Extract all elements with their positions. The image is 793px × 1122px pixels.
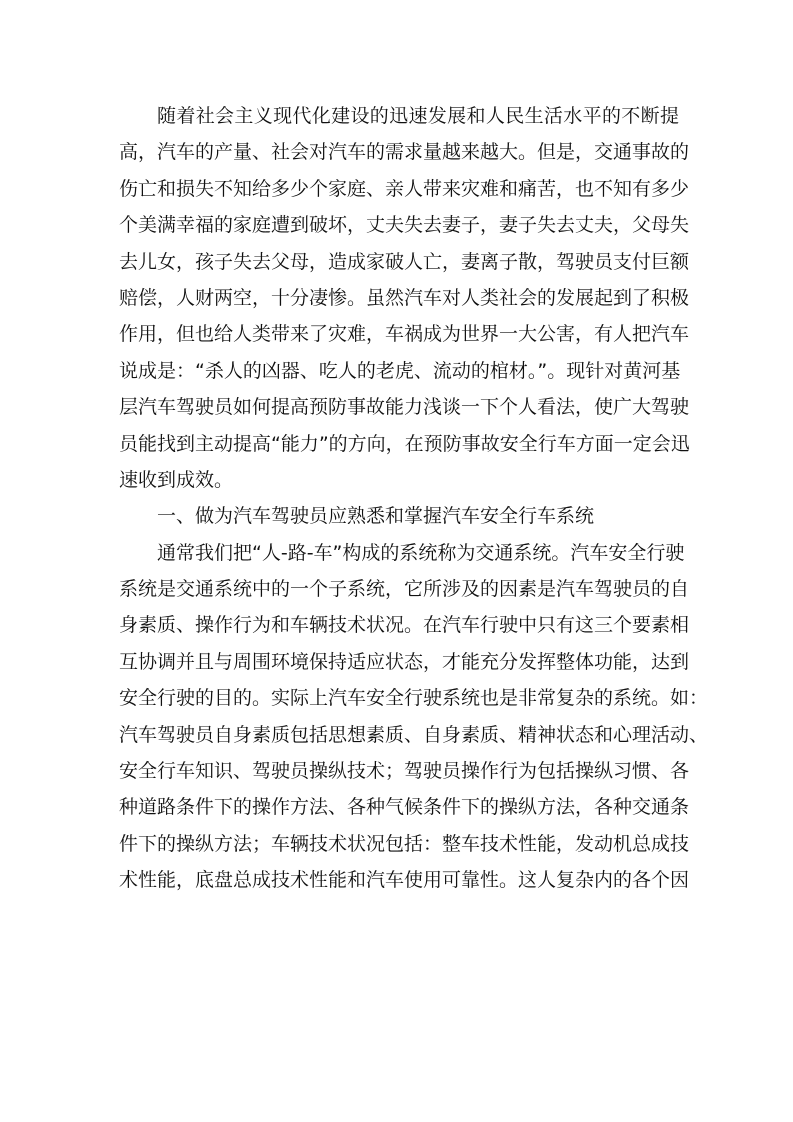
paragraph-2-line-8: 种道路条件下的操作方法、各种气候条件下的操纵方法，各种交通条 xyxy=(119,796,690,819)
paragraph-2-line-4: 互协调并且与周围环境保持适应状态，才能充分发挥整体功能，达到 xyxy=(119,650,690,673)
paragraph-2-line-10: 术性能，底盘总成技术性能和汽车使用可靠性。这人复杂内的各个因 xyxy=(119,869,690,892)
paragraph-2-line-6: 汽车驾驶员自身素质包括思想素质、自身素质、精神状态和心理活动、 xyxy=(119,723,709,746)
paragraph-2-line-7: 安全行车知识、驾驶员操纵技术；驾驶员操作行为包括操纵习惯、各 xyxy=(119,760,690,783)
body-text xyxy=(119,98,709,899)
paragraph-2-line-2: 系统是交通系统中的一个子系统，它所涉及的因素是汽车驾驶员的自 xyxy=(119,578,690,601)
paragraph-1-line-1: 随着社会主义现代化建设的迅速发展和人民生活水平的不断提 xyxy=(157,105,679,127)
paragraph-1-line-11: 速收到成效。 xyxy=(119,468,234,491)
paragraph-1-line-9: 层汽车驾驶员如何提高预防事故能力浅谈一下个人看法，使广大驾驶 xyxy=(119,396,690,419)
section-heading: 一、做为汽车驾驶员应熟悉和掌握汽车安全行车系统 xyxy=(157,505,595,528)
paragraph-1-line-10: 员能找到主动提高“能力”的方向，在预防事故安全行车方面一定会迅 xyxy=(119,432,690,455)
paragraph-1-line-5: 去儿女，孩子失去父母，造成家破人亡，妻离子散，驾驶员支付巨额 xyxy=(119,250,690,273)
paragraph-2-line-1: 通常我们把“人-路-车”构成的系统称为交通系统。汽车安全行驶 xyxy=(157,541,685,564)
paragraph-1-line-3: 伤亡和损失不知给多少个家庭、亲人带来灾难和痛苦，也不知有多少 xyxy=(119,177,690,200)
paragraph-2-line-9: 件下的操纵方法；车辆技术状况包括：整车技术性能，发动机总成技 xyxy=(119,832,690,855)
paragraph-2-line-3: 身素质、操作行为和车辆技术状况。在汽车行驶中只有这三个要素相 xyxy=(119,614,690,637)
paragraph-1-line-4: 个美满幸福的家庭遭到破坏，丈夫失去妻子，妻子失去丈夫，父母失 xyxy=(119,214,690,237)
paragraph-1-line-7: 作用，但也给人类带来了灾难，车祸成为世界一大公害，有人把汽车 xyxy=(119,323,690,346)
paragraph-1-line-2: 高，汽车的产量、社会对汽车的需求量越来越大。但是，交通事故的 xyxy=(119,141,690,164)
paragraph-1-line-6: 赔偿，人财两空，十分凄惨。虽然汽车对人类社会的发展起到了积极 xyxy=(119,286,690,309)
paragraph-2-line-5: 安全行驶的目的。实际上汽车安全行驶系统也是非常复杂的系统。如： xyxy=(119,687,709,710)
paragraph-1-line-8: 说成是：“杀人的凶器、吃人的老虎、流动的棺材。”。现针对黄河基 xyxy=(119,359,681,382)
